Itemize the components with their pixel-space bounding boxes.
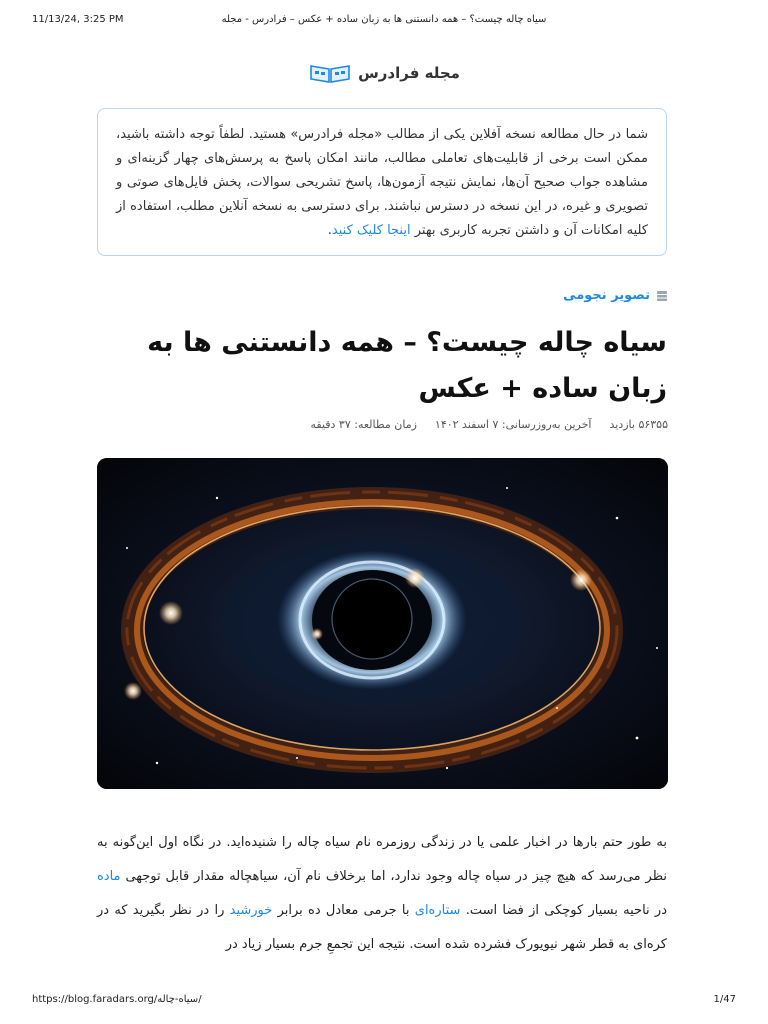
- print-datetime: 11/13/24, 3:25 PM: [32, 14, 124, 25]
- print-page-number: 1/47: [713, 994, 736, 1005]
- open-book-icon: [308, 62, 352, 84]
- body-text-1: به طور حتم بارها در اخبار علمی یا در زندگی روزمره نام سیاه چاله را شنیده‌اید. در نگاه اول این‌گونه به نظر می‌رسد که هیچ چیز در سیاه چاله وجود ندارد، اما برخلاف نام آن، سیاهچاله مقدار قابل توجهی: [97, 835, 667, 884]
- print-url: https://blog.faradars.org/سیاه-چاله/: [32, 994, 202, 1005]
- print-doc-title: سیاه چاله چیست؟ – همه دانستنی ها به زبان ساده + عکس – فرادرس - مجله: [221, 14, 547, 25]
- body-text-2: در ناحیه بسیار کوچکی از فضا است.: [460, 903, 667, 918]
- link-matter[interactable]: ماده: [97, 869, 121, 884]
- category-link[interactable]: [563, 288, 668, 303]
- category-label: تصویر نجومی: [563, 288, 650, 303]
- notice-end: .: [327, 223, 332, 238]
- black-hole-illustration: [97, 458, 668, 789]
- meta-reading-time: زمان مطالعه: ۳۷ دقیقه: [310, 418, 417, 431]
- notice-online-link[interactable]: اینجا کلیک کنید: [331, 223, 411, 238]
- hero-image-black-hole: [97, 458, 668, 789]
- meta-views: ۵۶۳۵۵ بازدید: [609, 418, 668, 431]
- logo-text: مجله فرادرس: [358, 64, 460, 82]
- link-star[interactable]: ستاره‌ای: [414, 903, 461, 918]
- article-meta: [310, 418, 668, 431]
- site-logo[interactable]: [0, 58, 768, 88]
- print-header: [32, 14, 736, 30]
- article-title: سیاه چاله چیست؟ – همه دانستنی ها به زبان ساده + عکس: [147, 327, 667, 404]
- offline-notice: [97, 108, 667, 256]
- meta-updated: آخرین به‌روزرسانی: ۷ اسفند ۱۴۰۲: [434, 418, 592, 431]
- print-footer: [32, 994, 736, 1010]
- body-text-4: را در نظر بگیرید که در کره‌ای به قطر شهر نیویورک فشرده شده است. نتیجه این تجمعِ جرم بسیار زیاد در: [97, 903, 667, 952]
- link-sun[interactable]: خورشید: [229, 903, 273, 918]
- body-text-3: با جرمی معادل ده برابر: [272, 903, 415, 918]
- category-icon: [656, 290, 668, 302]
- article-intro-paragraph: [97, 826, 667, 962]
- notice-text: شما در حال مطالعه نسخه آفلاین یکی از مطالب «مجله فرادرس» هستید. لطفاً توجه داشته باشید، ممکن است برخی از قابلیت‌های تعاملی مطالب، مانند امکان پاسخ به پرسش‌های چهار گزینه‌ای و مشاهده جواب صحیح آن‌ها، نمایش نتیجه آزمون‌ها، پاسخ تشریحی سوالات، پخش فایل‌های صوتی و تصویری و غیره، در این نسخه در دسترس نباشند. برای دسترسی به نسخه آنلاین مطلب، استفاده از کلیه امکانات آن و داشتن تجربه کاربری بهتر: [116, 127, 648, 238]
